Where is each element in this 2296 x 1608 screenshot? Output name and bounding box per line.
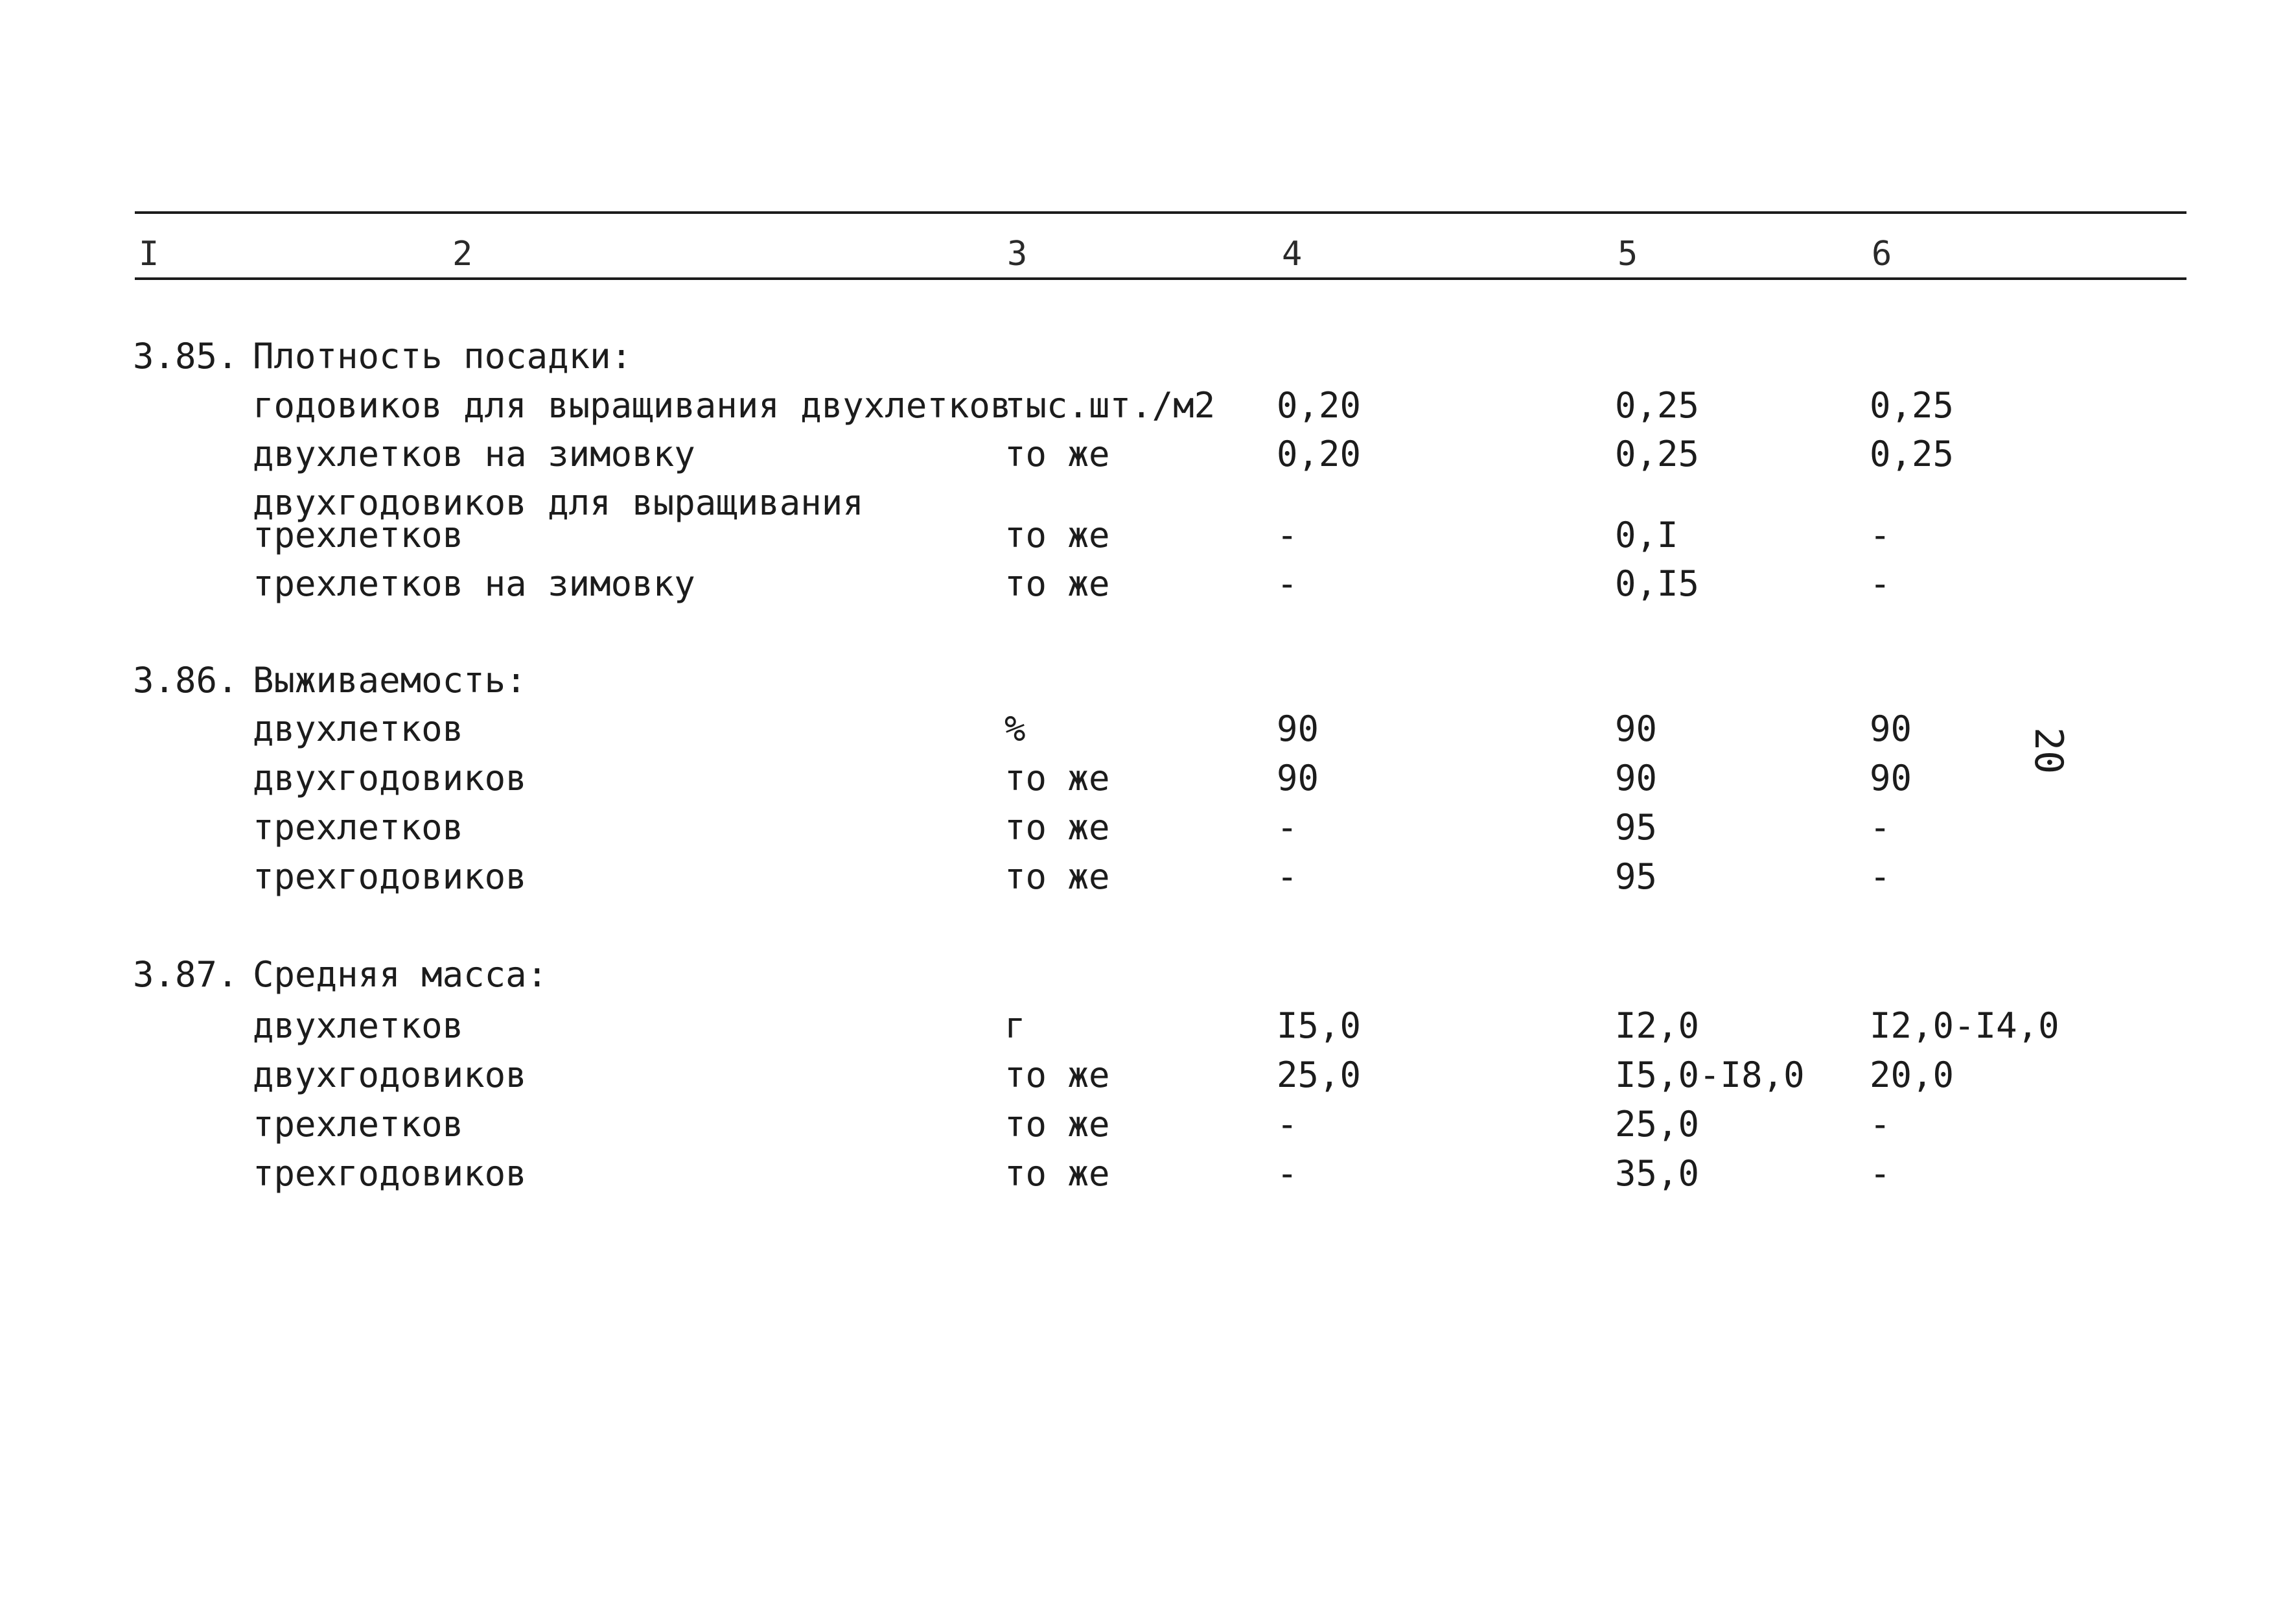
row-unit: то же — [1004, 434, 1110, 474]
row-name: двухлетков на зимовку — [253, 434, 695, 474]
row-value-col5: 95 — [1615, 807, 1658, 848]
row-value-col6: 20,0 — [1870, 1055, 1954, 1095]
row-unit: тыс.шт./м2 — [1004, 385, 1216, 426]
row-name: трехгодовиков — [253, 856, 527, 897]
section-number: 3.87. — [133, 954, 238, 995]
row-value-col5: 90 — [1615, 708, 1658, 749]
row-value-col6: - — [1870, 1104, 1891, 1145]
row-value-col6: I2,0-I4,0 — [1870, 1005, 2059, 1046]
row-value-col6: 90 — [1870, 708, 1912, 749]
row-unit: то же — [1004, 1104, 1110, 1145]
row-value-col4: 25,0 — [1277, 1055, 1362, 1095]
row-unit: то же — [1004, 515, 1110, 555]
row-value-col6: - — [1870, 807, 1891, 848]
row-unit: то же — [1004, 1153, 1110, 1194]
row-value-col5: I5,0-I8,0 — [1615, 1055, 1805, 1095]
row-value-col4: I5,0 — [1277, 1005, 1362, 1046]
row-value-col5: 0,25 — [1615, 434, 1700, 474]
row-value-col6: 0,25 — [1870, 434, 1954, 474]
row-value-col6: - — [1870, 515, 1891, 555]
row-value-col5: 35,0 — [1615, 1153, 1700, 1194]
column-number-6: 6 — [1872, 235, 1892, 274]
column-number-3: 3 — [1007, 235, 1028, 274]
table-header-rule — [135, 277, 2186, 280]
row-value-col5: 25,0 — [1615, 1104, 1700, 1145]
row-name: трехлетков — [253, 807, 464, 848]
row-name: двухгодовиков — [253, 1055, 527, 1095]
row-value-col4: - — [1277, 563, 1298, 604]
row-name: трехлетков на зимовку — [253, 563, 695, 604]
row-value-col6: - — [1870, 856, 1891, 897]
row-unit: % — [1004, 708, 1026, 749]
row-unit: то же — [1004, 563, 1110, 604]
row-unit: г — [1004, 1005, 1026, 1046]
row-unit: то же — [1004, 758, 1110, 798]
row-value-col5: I2,0 — [1615, 1005, 1700, 1046]
row-value-col4: - — [1277, 856, 1298, 897]
row-value-col5: 0,I5 — [1615, 563, 1700, 604]
row-name: трехлетков — [253, 1104, 464, 1145]
row-value-col4: 90 — [1277, 708, 1319, 749]
page-number: 20 — [2026, 727, 2071, 775]
column-number-2: 2 — [452, 235, 473, 274]
row-name-continuation: трехлетков — [253, 515, 464, 555]
section-title: Плотность посадки: — [253, 336, 632, 377]
row-name: двухгодовиков для выращивания — [253, 482, 864, 523]
row-value-col4: - — [1277, 1104, 1298, 1145]
row-name: двухлетков — [253, 708, 464, 749]
row-value-col6: 90 — [1870, 758, 1912, 798]
row-name: двухлетков — [253, 1005, 464, 1046]
column-number-4: 4 — [1282, 235, 1303, 274]
row-value-col4: - — [1277, 515, 1298, 555]
row-name: двухгодовиков — [253, 758, 527, 798]
row-value-col5: 95 — [1615, 856, 1658, 897]
table-top-rule — [135, 211, 2186, 214]
row-unit: то же — [1004, 807, 1110, 848]
row-value-col5: 0,I — [1615, 515, 1678, 555]
row-unit: то же — [1004, 1055, 1110, 1095]
row-unit: то же — [1004, 856, 1110, 897]
row-value-col4: 0,20 — [1277, 434, 1362, 474]
row-value-col6: - — [1870, 1153, 1891, 1194]
row-value-col6: 0,25 — [1870, 385, 1954, 426]
row-value-col4: - — [1277, 1153, 1298, 1194]
row-value-col4: 90 — [1277, 758, 1319, 798]
row-value-col4: - — [1277, 807, 1298, 848]
row-name: трехгодовиков — [253, 1153, 527, 1194]
row-value-col6: - — [1870, 563, 1891, 604]
row-value-col5: 0,25 — [1615, 385, 1700, 426]
section-number: 3.85. — [133, 336, 238, 377]
column-number-1: I — [139, 235, 159, 274]
column-number-5: 5 — [1618, 235, 1638, 274]
row-value-col5: 90 — [1615, 758, 1658, 798]
section-number: 3.86. — [133, 660, 238, 701]
section-title: Средняя масса: — [253, 954, 548, 995]
row-value-col4: 0,20 — [1277, 385, 1362, 426]
row-name: годовиков для выращивания двухлетков — [253, 385, 1012, 426]
section-title: Выживаемость: — [253, 660, 527, 701]
